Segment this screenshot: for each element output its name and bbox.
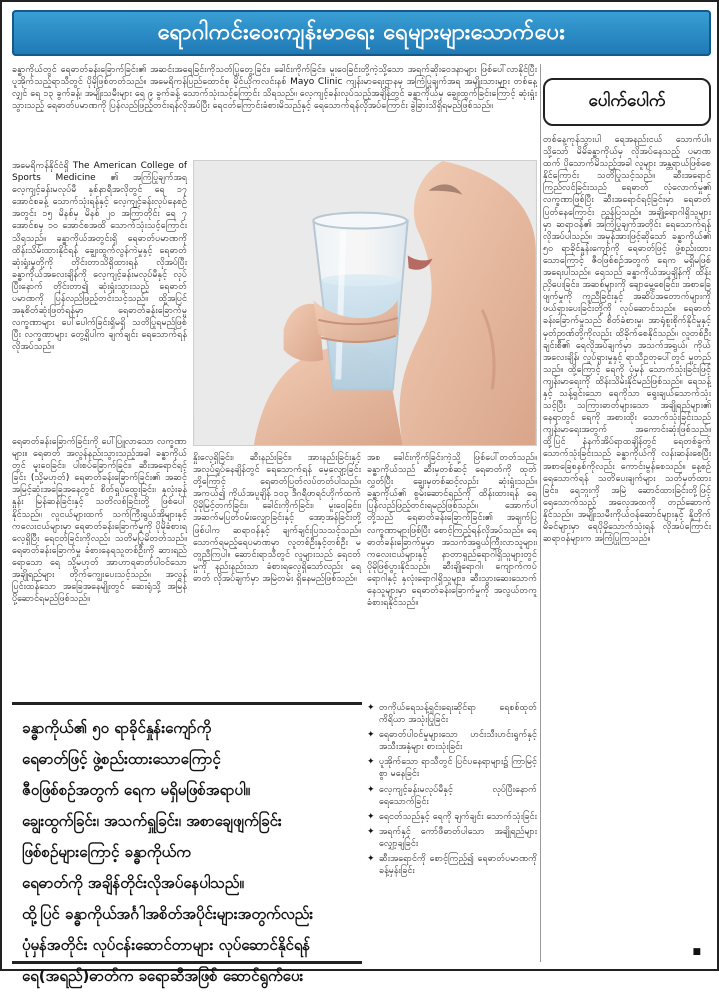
list-item: ✦ အရက်နှင့် ကော်ဖီဓာတ်ပါသော အချိုရည်များ လျှော့ချခြင်း	[367, 826, 537, 849]
intro-paragraph: ခန္ဓာကိုယ်တွင် ရေဓာတ်ခန်းခြောက်ခြင်း၏ အဆင်းအရေခြင်းကိုသတ်ပြုတွေ့ခြင်း၊ ခေါင်းကိုက်ခြင်း၊ မူးဝေခြင်းတို့ကဲ့သို့သော အရက်ဆိုးဝေဒနာများ ဖြစ်ပေါ်လာနိုင်ပြီး ပူအိုက်သည့်ရာသီတွင် ပိုမိုဖြစ်တတ်သည်။ အမေရိကန်ပြည်ထောင်စု မိုင်ယိုကလင်းနစ် Mayo Clinic ကျန်းမာရေးဌာနမှ အကြံပြုချက်အရ အမျိုးသားများ တစ်နေ့လျှင် ရေ ၁၃ ခွက်ခန့်၊ အမျိုးသမီးများ ရေ ၉ ခွက်ခန့် သောက်သုံးသင့်ကြောင်း သိရသည်။ လေ့ကျင့်ခန်းလုပ်သည့်အချိန်တွင် ခန္ဓာကိုယ်မှ ချွေးထွက်ခြင်းကြောင့် ဆုံးရှုံးသွားသည့် ရေဓာတ်ပမာဏကို ပြန်လည်ဖြည့်တင်းရန်လိုအပ်ပြီး ရေငတ်ကြောင်းခံစားမိသည်နှင့် ရေသောက်ရန်လိုအပ်ကြောင်း ခွဲခြားသိရှိရမည်ဖြစ်သည်။	[12, 65, 537, 112]
middle-column-right: အစ ခေါင်းကိုက်ခြင်းကဲ့သို့ ဖြစ်ပေါ်တတ်သည်။ ခန္ဓာကိုယ်သည် ဆီးမှတစ်ဆင့် ရေဓာတ်ကို ထုတ်လွှတ်ပြီး ချွေးမှတစ်ဆင့်လည်း ဆုံးရှုံးသည်။ ခန္ဓာကိုယ်၏ စွမ်းဆောင်ရည်ကို ထိန်းထားရန် ရေ ပြန်လည်ဖြည့်တင်းရမည်ဖြစ်သည်။ အောက်ပါတို့သည် ရေဓာတ်ခန်းခြောက်ခြင်း၏ အချက်ပြ လက္ခဏာများဖြစ်ပြီး စောင့်ကြည့်ရန်လိုအပ်သည်။ ရေဓာတ်ခန်းခြောက်မှုမှာ အသက်အရွယ်ကြီးလာသူများ၊ ကလေးငယ်များနှင့် နာတာရှည်ရောဂါရှိသူများတွင် ပိုမိုဖြစ်ပွားနိုင်သည်။ ဆီးချိုရောဂါ၊ ကျောက်ကပ်ရောဂါနှင့် နှလုံးရောဂါရှိသူများ၊ ဆီးသွားဆေးသောက်နေသူများမှာ ရေဓာတ်ခန်းခြောက်မှုကို အလွယ်တကူ ခံစားရနိုင်သည်။	[367, 453, 537, 609]
end-mark: ■	[692, 947, 701, 957]
bullet-icon: ✦	[367, 854, 375, 865]
column-divider	[540, 64, 541, 962]
woman-drinking-water-photo	[193, 160, 537, 446]
pull-quote-line: ဖြစ်စဉ်များကြောင့် ခန္ဓာကိုယ်က	[22, 843, 191, 861]
pull-quote-line: ပုံမှန်အတိုင်း လုပ်ငန်းဆောင်တာများ လုပ်ဆောင်နိုင်ရန်	[22, 936, 311, 954]
bullet-icon: ✦	[367, 784, 375, 795]
pull-quote-line: ရေဓာတ်ဖြင့် ဖွဲ့စည်းထားသောကြောင့်	[22, 750, 221, 768]
pull-quote-line: ချွေးထွက်ခြင်း၊ အသက်ရှူခြင်း၊ အစာချေဖျက်ခြင်း	[22, 812, 282, 830]
headline-banner	[12, 10, 711, 56]
sidebar-title: ပေါက်ပေါက်	[588, 90, 666, 111]
bullet-icon: ✦	[367, 811, 375, 822]
middle-column-left: နှိုးလေ့ရှိခြင်း၊ ဆီးနည်းခြင်း၊ အားနည်းခြင်းနှင့် အလုပ်ရှုပ်နေချိန်တွင် ရေသောက်ရန် မေ့လျော့ခြင်းတို့ကြောင့် ရေဓာတ်ပြတ်လပ်တတ်ပါသည်။ အကယ်၍ ကိုယ်အပူချိန် ၁၀၃ ဒီဂရီဖာရင်ဟိုက်ထက်ပိုမိုမြင့်တက်ခြင်း၊ ခေါင်းကိုက်ခြင်း၊ မူးဝေခြင်း၊ အဆက်မပြတ်ဝမ်းလျှောခြင်းနှင့် အော့အန်ခြင်းတို့ ဖြစ်ပါက ဆရာဝန်နှင့် ချက်ချင်းပြသသင့်သည်။ သောက်ရမည့်ရေပမာဏမှာ လူတစ်ဦးနှင့်တစ်ဦး မတူညီကြပါ။ ဆောင်းရာသီတွင် လူများသည် ရေငတ်မှုကို နည်းနည်းသာ ခံစားရလေ့ရှိသော်လည်း ရေဓာတ် လိုအပ်ချက်မှာ အမြဲတမ်း ရှိနေမည်ဖြစ်သည်။	[193, 453, 361, 584]
tips-bullet-list	[367, 702, 537, 962]
pull-quote-line: ခန္ဓာကိုယ်၏ ၅၀ ရာခိုင်နှုန်းကျော်ကို	[22, 719, 212, 737]
bullet-icon: ✦	[367, 730, 375, 741]
list-item: ✦ ရေဓာတ်ပါဝင်မှုများသော ဟင်းသီးဟင်းရွက်နှင့် အသီးအနှံများ စားသုံးခြင်း	[367, 730, 537, 753]
left-column-top: အမေရိကန်နိုင်ငံရှိ The American College of Sports Medicine ၏ အကြံပြုချက်အရ လေ့ကျင့်ခန်းမလုပ်မီ နှစ်နာရီအလိုတွင် ရေ ၁၇ အောင်စခန့် သောက်သုံးရန်နှင့် လေ့ကျင့်ခန်းလုပ်နေစဉ်အတွင်း ၁၅ မိနစ်မှ မိနစ် ၂၀ အကြာတိုင်း ရေ ၇ အောင်စမှ ၁၀ အောင်စအထိ သောက်သုံးသင့်ကြောင်း သိရသည်။ ခန္ဓာကိုယ်အတွင်းရှိ ရေဓာတ်ပမာဏကို ထိန်းသိမ်းထားနိုင်ရန် ချွေးထွက်လွန်ကဲမှုနှင့် ရေဓာတ်ဆုံးရှုံးမှုတို့ကို တိုင်းတာသိရှိထားရန် လိုအပ်ပြီး ခန္ဓာကိုယ်အလေးချိန်ကို လေ့ကျင့်ခန်းမလုပ်မီနှင့် လုပ်ပြီးနောက် တိုင်းတာ၍ ဆုံးရှုံးသွားသည့် ရေဓာတ်ပမာဏကို ပြန်လည်ဖြည့်တင်းသင့်သည်။ ထို့အပြင် အနုစိတ်ဆုံးဖြတ်ရန်မှာ ရေဓာတ်ခန်းခြောက်မှု လက္ခဏာများ ပေါ်ပေါက်ခြင်းရှိမရှိ သတိပြုရမည်ဖြစ်ပြီး လက္ခဏာများ တွေ့ရှိပါက ချက်ချင်း ရေသောက်ရန် လိုအပ်သည်။	[12, 161, 187, 353]
list-item: ✦ လေ့ကျင့်ခန်းမလုပ်မီနှင့် လုပ်ပြီးနောက် ရေသောက်ခြင်း	[367, 784, 537, 807]
bullet-icon: ✦	[367, 703, 375, 713]
list-item: ✦ ဆီးအရောင်ကို စောင့်ကြည့်၍ ရေဓာတ်ပမာဏကို ခန့်မှန်းခြင်း	[367, 854, 537, 877]
bullet-icon: ✦	[367, 757, 375, 768]
list-item: ✦ ရေငတ်သည်နှင့် ရေကို ချက်ချင်း သောက်သုံးခြင်း	[367, 811, 537, 822]
photo-illustration	[194, 161, 536, 445]
list-item: ✦ ပူအိုက်သော ရာသီတွင် ပြင်ပနေရာများ၌ ကြာမြင့်စွာ မနေခြင်း	[367, 757, 537, 780]
list-item: ✦ တကိုယ်ရေသန့်ရှင်းရေးဆိုင်ရာ ရေစစ်ထုတ်ကိရိယာ အသုံးပြုခြင်း	[367, 703, 537, 726]
sidebar-title-box	[543, 78, 711, 126]
pull-quote-line: ရေ(အရည်)ဓာတ်က ခရောဆီအဖြစ် ဆောင်ရွက်ပေး	[22, 967, 304, 985]
pull-quote-line: ထို့ပြင် ခန္ဓာကိုယ်အင်္ဂါအစိတ်အပိုင်းများအတွက်လည်း	[22, 905, 313, 923]
left-column-bottom: ရေဓာတ်ခန်းခြောက်ခြင်းကို ပေါ်ပြူလာသော လက္ခဏာများ။ ရေဓာတ် အလွန်နည်းသွားသည့်အခါ ခန္ဓာကိုယ်တွင် မူးဝေခြင်း၊ ပါးစပ်ခြောက်ခြင်း၊ ဆီးအရောင်ရင့်ခြင်း (သို့မဟုတ်) ရေဓာတ်ခန်းခြောက်ခြင်း၏ အဆင့်အမြင့်ဆုံးအခြေအနေတွင် စိတ်ရှုပ်ထွေးခြင်း၊ နှလုံးခုန်နှုန်း မြန်ဆန်ခြင်းနှင့် သတိလစ်ခြင်းတို့ ဖြစ်ပေါ်နိုင်သည်။ လူငယ်များထက် သက်ကြီးရွယ်အိုများနှင့် ကလေးငယ်များမှာ ရေဓာတ်ခန်းခြောက်မှုကို ပိုမိုခံစားရလေ့ရှိပြီး ရေငတ်ခြင်းကိုလည်း သတိမပြုမိတတ်သည်။ ရေဓာတ်ခန်းခြောက်မှု ခံစားနေရသူတစ်ဦးကို ဆားရည်ရောသော ရေ သို့မဟုတ် အာဟာရဓာတ်ပါဝင်သော အချိုရည်များ တိုက်ကျွေးပေးသင့်သည်။ အလွန်ပြင်းထန်သော အခြေအနေမျိုးတွင် ဆေးရုံသို့ အမြန်ပို့ဆောင်ရမည်ဖြစ်သည်။	[12, 437, 187, 605]
headline-title: ရောဂါကင်းဝေးကျန်းမာရေး ရေများများသောက်ပေး	[157, 19, 566, 45]
pull-quote-line: ရေဓာတ်ကို အချိန်တိုင်းလိုအပ်နေပါသည်။	[22, 874, 244, 892]
pull-quote-line: ဇီဝဖြစ်စဉ်အတွက် ရေက မရှိမဖြစ်အရာပါ။	[22, 781, 251, 799]
bullet-icon: ✦	[367, 826, 375, 837]
pull-quote-box	[12, 702, 362, 985]
right-column: တစ်နေ့ကုန်သွားပါ ရေအနည်းငယ် သောက်ပါ။ သို့သော် မိမိခန္ဓာကိုယ်မှ လိုအပ်နေသည့် ပမာဏထက် ပိုသောက်မိသည့်အခါ လူများ အန္တရာယ်ဖြစ်စေနိုင်ကြောင်း သတိပြုသင့်သည်။ ဆီးအရောင်ကြည်လင်ခြင်းသည် ရေဓာတ် လုံလောက်မှု၏ လက္ခဏာဖြစ်ပြီး ဆီးအရောင်ရင့်ခြင်းမှာ ရေဓာတ်ပြတ်နေကြောင်း ညွှန်ပြသည်။ အချို့ရောဂါရှိသူများမှာ ဆရာဝန်၏ အကြံပြုချက်အတိုင်း ရေသောက်ရန် လိုအပ်ပါသည်။ အမှန်အားဖြင့်ဆိုသော် ခန္ဓာကိုယ်၏ ၅၀ ရာခိုင်နှုန်းကျော်ကို ရေဓာတ်ဖြင့် ဖွဲ့စည်းထားသောကြောင့် ဇီဝဖြစ်စဉ်အတွက် ရေက မရှိမဖြစ် အရေးပါသည်။ ရေသည် ခန္ဓာကိုယ်အပူချိန်ကို ထိန်းညှိပေးခြင်း၊ အဆစ်များကို ချောမွေ့စေခြင်း၊ အစာခြေဖျက်မှုကို ကူညီခြင်းနှင့် အဆိပ်အတောက်များကို ဖယ်ရှားပေးခြင်းတို့ကို လုပ်ဆောင်သည်။ ရေဓာတ်ခန်းခြောက်မှုသည် စိတ်ခံစားမှု၊ အာရုံစူးစိုက်နိုင်မှုနှင့် မှတ်ဉာဏ်တို့ကိုလည်း ထိခိုက်စေနိုင်သည်။ လူတစ်ဦးချင်းစီ၏ ရေလိုအပ်ချက်မှာ အသက်အရွယ်၊ ကိုယ်အလေးချိန်၊ လှုပ်ရှားမှုနှင့် ရာသီဥတုပေါ်တွင် မူတည်သည်။ ထို့ကြောင့် ရေကို ပုံမှန် သောက်သုံးခြင်းဖြင့် ကျန်းမာရေးကို ထိန်းသိမ်းနိုင်မည်ဖြစ်သည်။ ရေသန့်နှင့် သန့်ရှင်းသော ရေကိုသာ ရွေးချယ်သောက်သုံးသင့်ပြီး သကြားဓာတ်များသော အချိုရည်များ၏ နေရာတွင် ရေကို အစားထိုး သောက်သုံးခြင်းသည် ကျန်းမာရေးအတွက် အကောင်းဆုံးဖြစ်သည်။ ထို့ပြင် နံနက်အိပ်ရာထချိန်တွင် ရေတစ်ခွက် သောက်သုံးခြင်းသည် ခန္ဓာကိုယ်ကို လန်းဆန်းစေပြီး အစာခြေစနစ်ကိုလည်း ကောင်းမွန်စေသည်။ နေ့စဉ် ရေသောက်ရန် သတိပေးချက်များ သတ်မှတ်ထားခြင်း၊ ရေဘူးကို အမြဲ ဆောင်ထားခြင်းတို့ဖြင့် ရေသောက်သည့် အလေ့အထကို တည်ဆောက်နိုင်သည်။ အမျိုးသမီးကိုယ်ဝန်ဆောင်များနှင့် နို့တိုက်မိခင်များမှာ ရေပိုမိုသောက်သုံးရန် လိုအပ်ကြောင်း ဆရာဝန်များက အကြံပြုကြသည်။	[543, 135, 711, 545]
